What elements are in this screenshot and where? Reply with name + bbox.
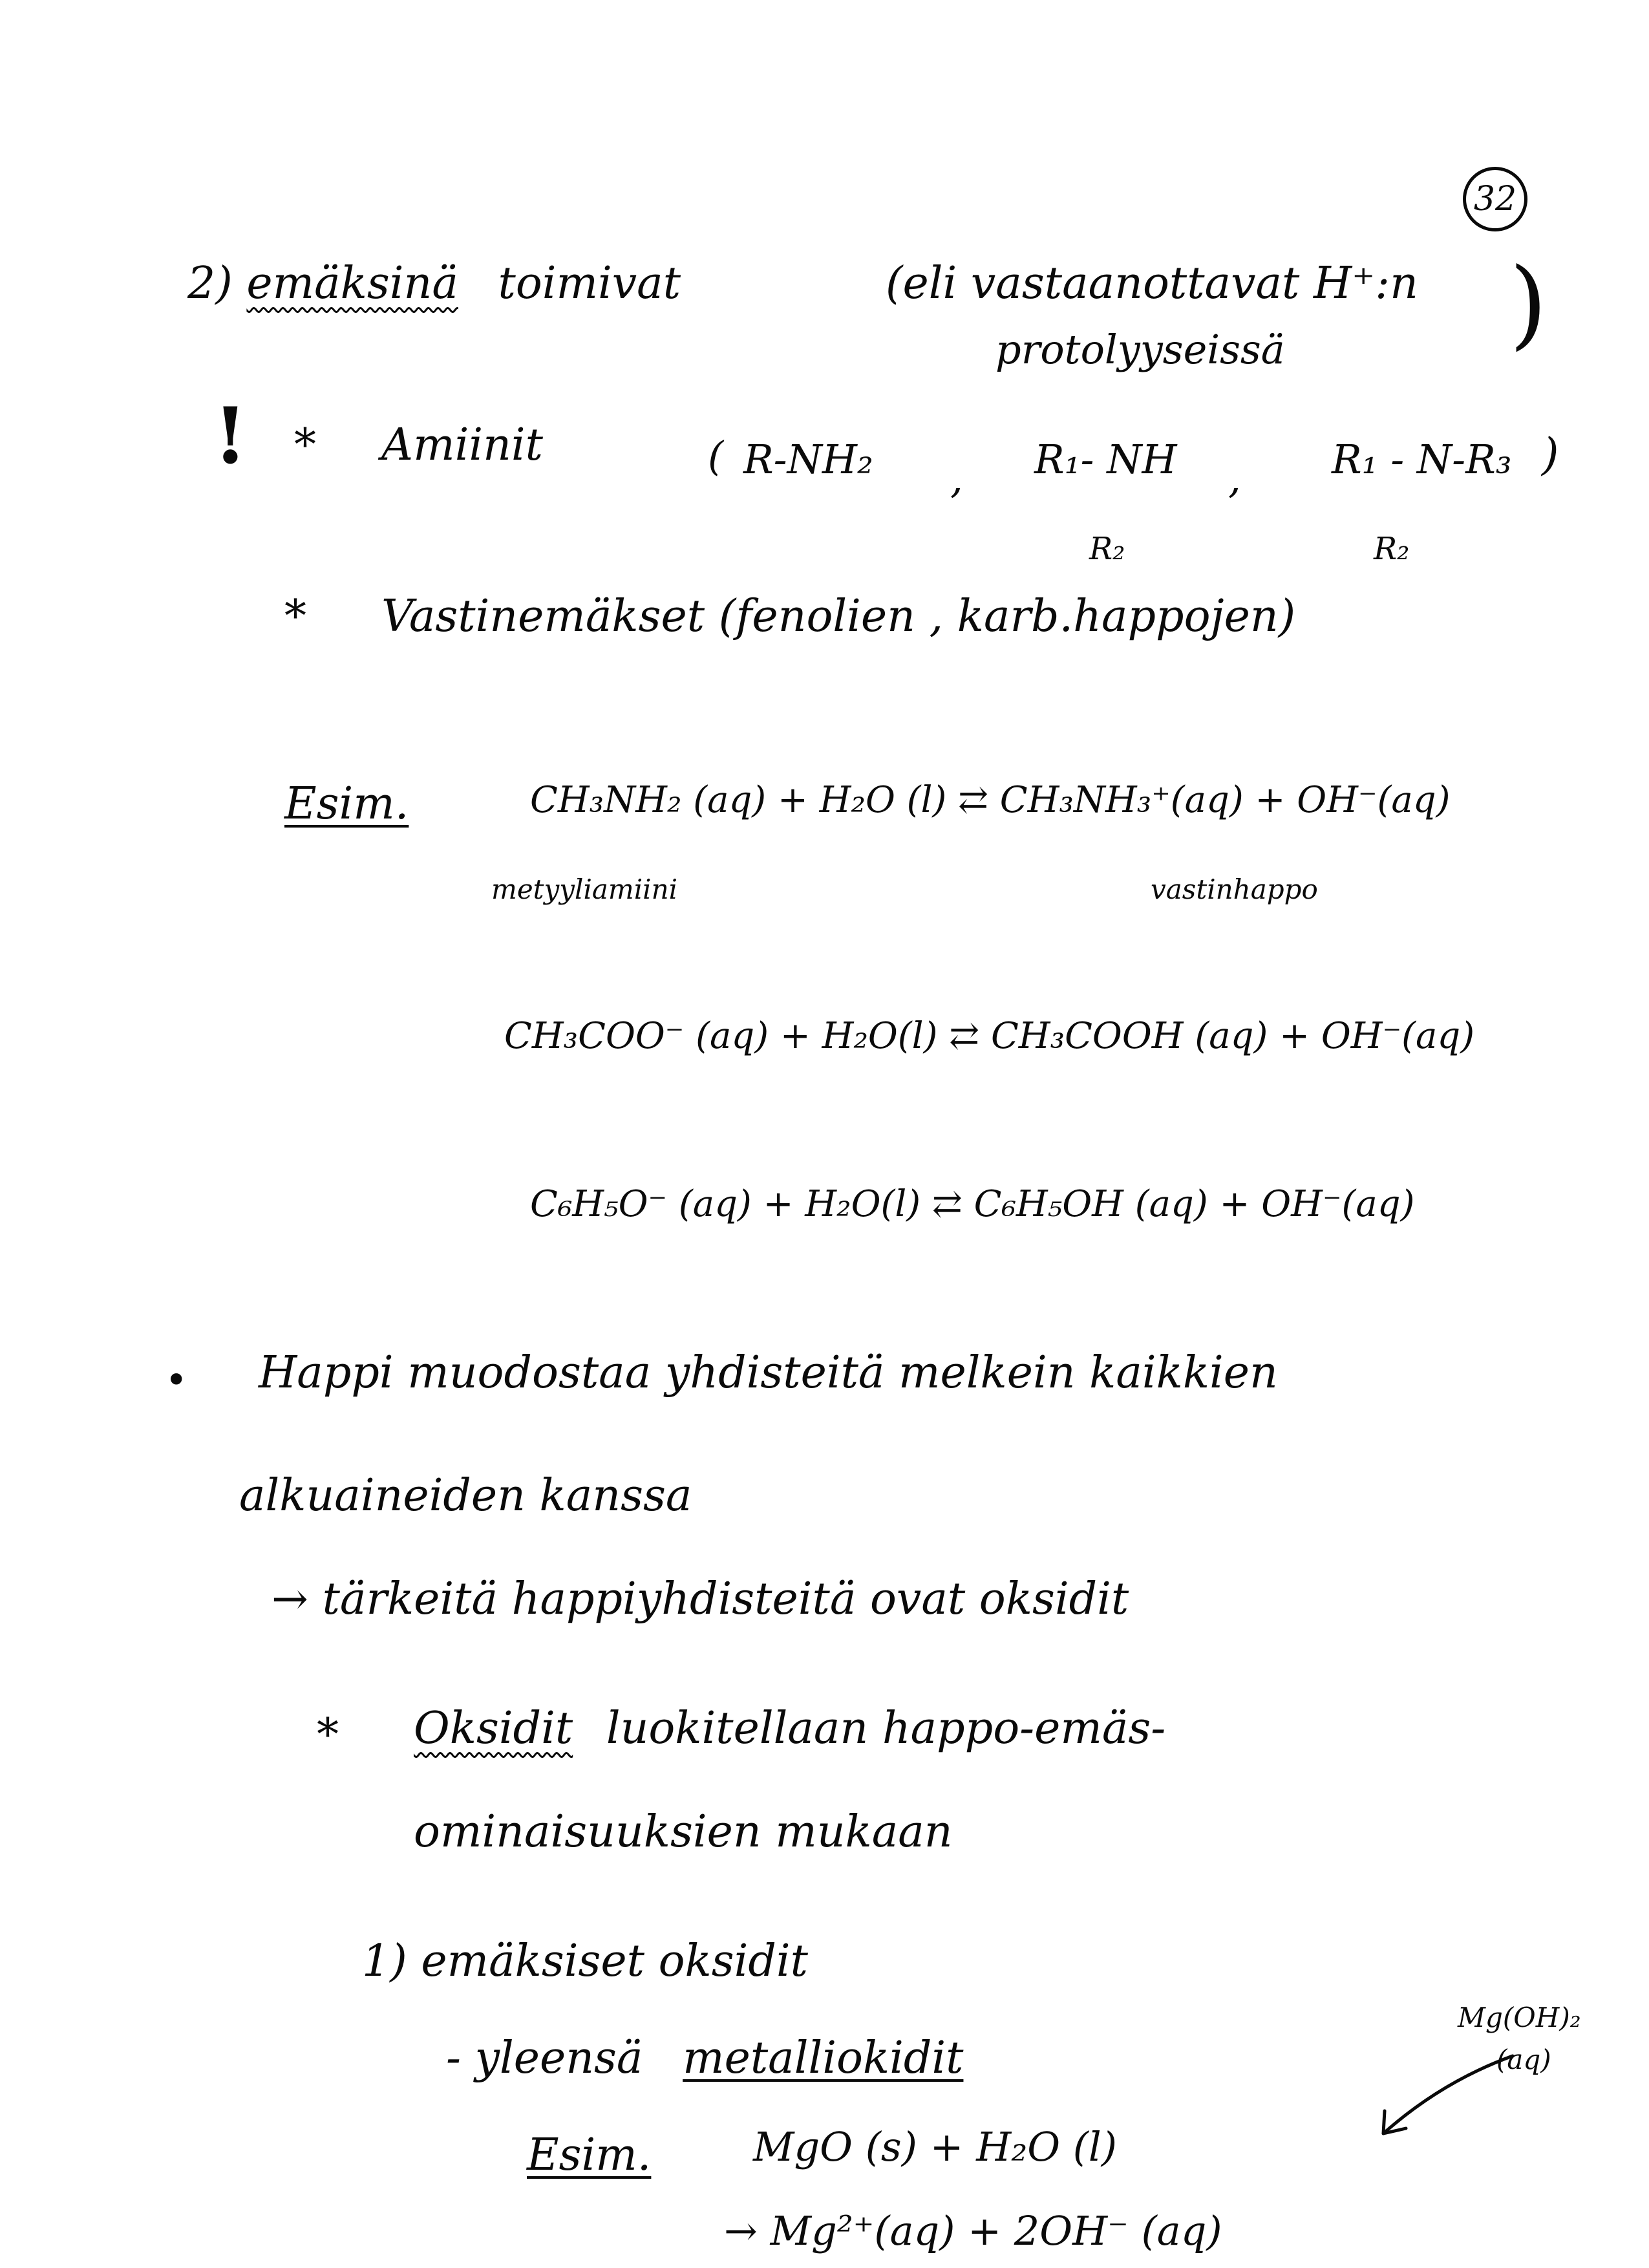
- note-conjugate-acid: vastinhappo: [1151, 873, 1318, 905]
- equation-mgo: MgO (s) + H₂O (l): [753, 2123, 1117, 2170]
- oxygen-line-1: Happi muodostaa yhdisteitä melkein kaikkien: [259, 1347, 1278, 1398]
- section-number: 2): [187, 258, 233, 309]
- amine-primary: R-NH₂: [743, 436, 873, 483]
- section-paren-close: ): [1509, 248, 1548, 360]
- conj-bases-bullet: *: [284, 591, 306, 642]
- oxygen-line-2: alkuaineiden kanssa: [239, 1470, 692, 1521]
- equation-mgo-result: → Mg²⁺(aq) + 2OH⁻ (aq): [724, 2207, 1222, 2254]
- equation-acetate: CH₃COO⁻ (aq) + H₂O(l) ⇄ CH₃COOH (aq) + OH⁻(aq): [504, 1015, 1475, 1057]
- section-keyword: emäksinä: [246, 258, 458, 309]
- amines-bullet: *: [294, 420, 316, 471]
- oxides-bullet: *: [317, 1709, 339, 1760]
- oxides-line-1: [414, 1703, 1166, 1754]
- equation-phenoxide: C₆H₅O⁻ (aq) + H₂O(l) ⇄ C₆H₅OH (aq) + OH⁻(aq): [530, 1183, 1415, 1225]
- equation-methylamine: CH₃NH₂ (aq) + H₂O (l) ⇄ CH₃NH₃⁺(aq) + OH⁻(aq): [530, 779, 1451, 821]
- amines-open-paren: (: [708, 433, 724, 480]
- amine-tertiary-r2: R₂: [1374, 531, 1410, 567]
- note-methylamine: metyyliamiini: [491, 873, 678, 905]
- side-note-arrow-icon: [1364, 2049, 1519, 2146]
- example-label: Esim.: [284, 778, 409, 829]
- basic-oxides-keyword: metalliokidit: [683, 2033, 964, 2084]
- section-paren-line1: (eli vastaanottavat H⁺:n: [886, 258, 1418, 309]
- amine-secondary-r2: R₂: [1089, 531, 1125, 567]
- basic-oxides-heading: 1) emäksiset oksidit: [362, 1936, 808, 1987]
- amines-close-paren: ): [1542, 429, 1559, 480]
- conj-bases-text: Vastinemäkset (fenolien , karb.happojen): [381, 591, 1296, 642]
- basic-oxides-prefix: - yleensä: [446, 2033, 643, 2084]
- amines-label: Amiinit: [381, 420, 543, 471]
- oxides-keyword: Oksidit: [414, 1703, 573, 1754]
- oxygen-arrow-line: → tärkeitä happiyhdisteitä ovat oksidit: [271, 1574, 1129, 1625]
- amine-tertiary: R₁ - N-R₃: [1332, 436, 1512, 483]
- oxygen-bullet: •: [165, 1358, 188, 1403]
- oxides-rest: luokitellaan happo-emäs-: [606, 1703, 1166, 1754]
- warning-icon: !: [213, 390, 248, 482]
- amine-sep-1: ,: [950, 455, 963, 502]
- page-number: 32: [1463, 167, 1527, 231]
- section-heading: [187, 258, 681, 309]
- side-note-compound: Mg(OH)₂: [1458, 2002, 1581, 2033]
- section-paren-line2: protolyyseissä: [995, 326, 1285, 373]
- example-label-2: Esim.: [527, 2130, 652, 2181]
- basic-oxides-sub: [446, 2033, 964, 2084]
- amine-sep-2: ,: [1228, 455, 1241, 502]
- section-verb: toimivat: [498, 258, 681, 309]
- side-note-state: (aq): [1496, 2044, 1551, 2075]
- amine-secondary: R₁- NH: [1034, 436, 1177, 483]
- oxides-line-2: ominaisuuksien mukaan: [414, 1806, 953, 1857]
